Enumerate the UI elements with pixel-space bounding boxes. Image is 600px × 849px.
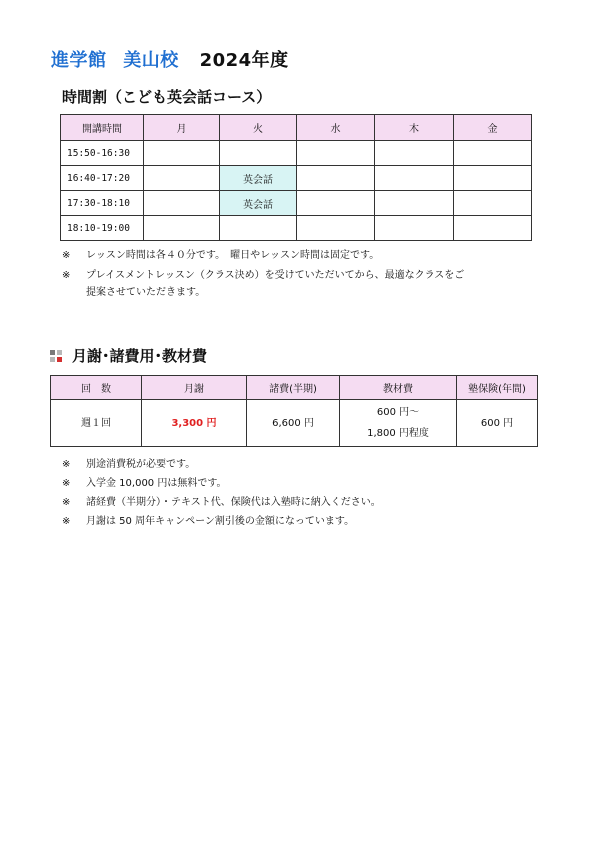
time-cell: 15:50-16:30 bbox=[61, 141, 144, 166]
note-mark: ※ bbox=[62, 516, 71, 527]
schedule-cell bbox=[144, 166, 220, 191]
col-header-materials: 教材費 bbox=[340, 376, 457, 400]
note-text: 月謝は 50 周年キャンペーン割引後の金額になっています。 bbox=[86, 516, 355, 527]
schedule-cell bbox=[375, 191, 454, 216]
col-header-fees: 諸費(半期) bbox=[247, 376, 340, 400]
note-item bbox=[62, 474, 381, 493]
note-continuation bbox=[62, 284, 464, 301]
note-mark: ※ bbox=[62, 478, 71, 489]
fees-section-title: 月謝･諸費用･教材費 bbox=[72, 347, 208, 365]
schedule-notes bbox=[62, 247, 464, 301]
page-title bbox=[51, 46, 289, 72]
schedule-cell bbox=[144, 141, 220, 166]
time-cell: 16:40-17:20 bbox=[61, 166, 144, 191]
schedule-cell bbox=[297, 216, 375, 241]
lesson-cell: 英会話 bbox=[220, 191, 297, 216]
schedule-subtitle: 時間割（こども英会話コース） bbox=[62, 88, 272, 106]
schedule-cell bbox=[297, 166, 375, 191]
note-mark: ※ bbox=[62, 270, 71, 281]
col-header-insurance: 塾保険(年間) bbox=[457, 376, 538, 400]
note-item bbox=[62, 267, 464, 284]
schedule-cell bbox=[454, 166, 532, 191]
lesson-count: 週１回 bbox=[51, 400, 142, 447]
col-header-wed: 水 bbox=[297, 115, 375, 141]
schedule-cell bbox=[454, 141, 532, 166]
schedule-cell bbox=[144, 191, 220, 216]
col-header-thu: 木 bbox=[375, 115, 454, 141]
note-text: プレイスメントレッスン（クラス決め）を受けていただいてから、最適なクラスをご bbox=[86, 270, 465, 281]
schedule-cell bbox=[297, 141, 375, 166]
col-header-fri: 金 bbox=[454, 115, 532, 141]
note-item bbox=[62, 493, 381, 512]
schedule-cell bbox=[375, 216, 454, 241]
schedule-cell bbox=[297, 191, 375, 216]
note-text: レッスン時間は各４０分です。 曜日やレッスン時間は固定です。 bbox=[86, 250, 380, 261]
school-name: 進学館 bbox=[51, 50, 107, 71]
insurance-price: 600 円 bbox=[457, 400, 538, 447]
note-text: 入学金 10,000 円は無料です。 bbox=[86, 478, 227, 489]
col-header-time: 開講時間 bbox=[61, 115, 144, 141]
note-item bbox=[62, 455, 381, 474]
schedule-cell bbox=[144, 216, 220, 241]
table-row bbox=[61, 191, 532, 216]
schedule-cell bbox=[375, 141, 454, 166]
table-row bbox=[61, 166, 532, 191]
schedule-cell bbox=[454, 191, 532, 216]
note-mark: ※ bbox=[62, 459, 71, 470]
note-mark: ※ bbox=[62, 497, 71, 508]
table-row bbox=[61, 141, 532, 166]
schedule-cell bbox=[375, 166, 454, 191]
tuition-price: 3,300 円 bbox=[142, 400, 247, 447]
time-cell: 18:10-19:00 bbox=[61, 216, 144, 241]
note-text: 別途消費税が必要です。 bbox=[86, 459, 196, 470]
col-header-count: 回 数 bbox=[51, 376, 142, 400]
schedule-cell bbox=[220, 141, 297, 166]
note-item bbox=[62, 247, 464, 264]
fees-section-header bbox=[50, 345, 207, 366]
schedule-cell bbox=[454, 216, 532, 241]
fees-table bbox=[50, 375, 538, 447]
note-text: 諸経費（半期分）・テキスト代、保険代は入塾時に納入ください。 bbox=[86, 497, 381, 508]
col-header-tuition: 月謝 bbox=[142, 376, 247, 400]
time-cell: 17:30-18:10 bbox=[61, 191, 144, 216]
fee-notes bbox=[62, 455, 381, 531]
col-header-tue: 火 bbox=[220, 115, 297, 141]
squares-icon bbox=[50, 350, 62, 362]
materials-min: 600 円～ bbox=[376, 407, 420, 418]
note-item bbox=[62, 512, 381, 531]
fees-price: 6,600 円 bbox=[247, 400, 340, 447]
note-mark: ※ bbox=[62, 250, 71, 261]
note-text: 提案させていただきます。 bbox=[86, 287, 206, 298]
table-row bbox=[51, 400, 538, 447]
materials-price bbox=[340, 400, 457, 447]
table-row bbox=[61, 216, 532, 241]
schedule-cell bbox=[220, 216, 297, 241]
materials-max: 1,800 円程度 bbox=[367, 428, 429, 439]
lesson-cell: 英会話 bbox=[220, 166, 297, 191]
schedule-header-row bbox=[61, 115, 532, 141]
school-year: 2024年度 bbox=[199, 50, 289, 71]
col-header-mon: 月 bbox=[144, 115, 220, 141]
branch-name: 美山校 bbox=[123, 50, 179, 71]
fees-header-row bbox=[51, 376, 538, 400]
schedule-table bbox=[60, 114, 532, 241]
